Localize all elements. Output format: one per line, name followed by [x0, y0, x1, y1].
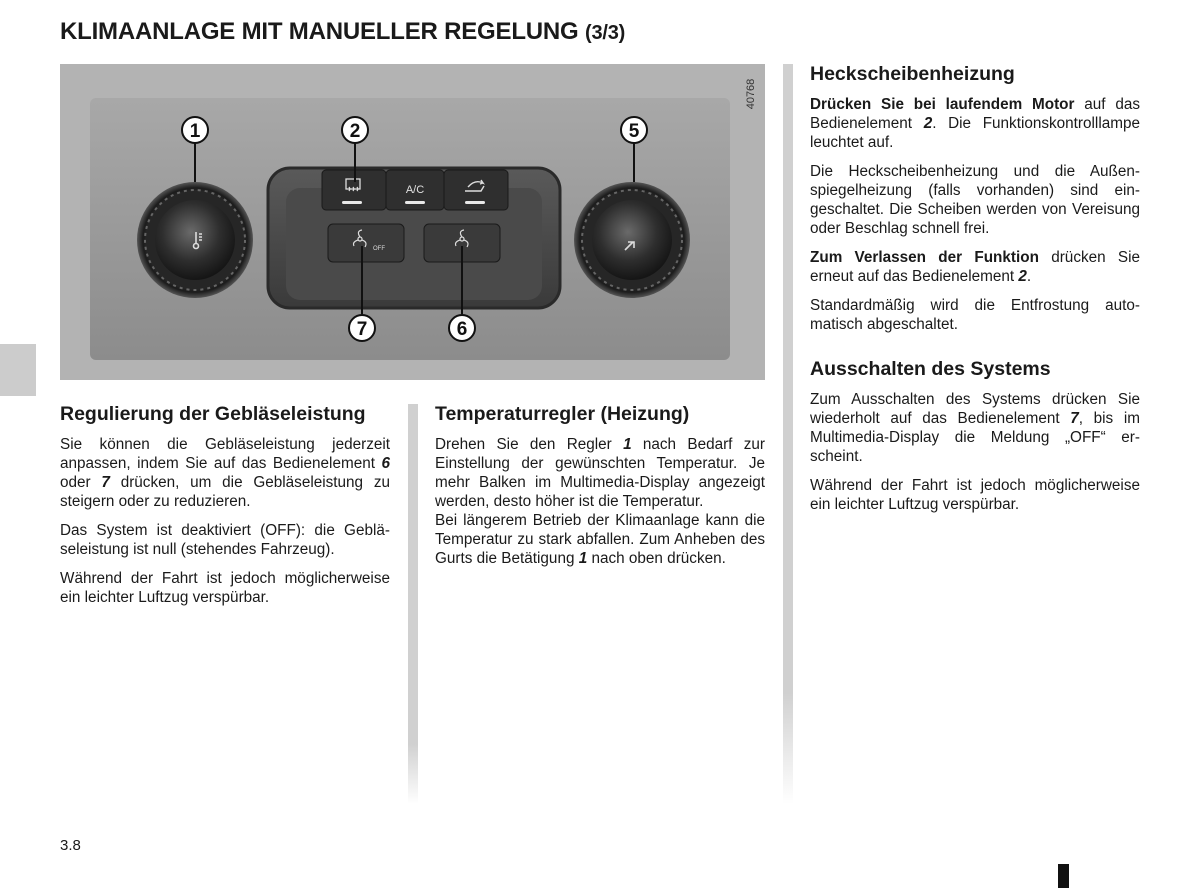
temperature-paragraph-1: Drehen Sie den Regler 1 nach Bedarf zur Einstellung der gewünschten Temperatur. Je mehr Balken im Multimedia-Display angezeigt werden, desto höher ist die Temperatur. — [435, 436, 765, 510]
page-number: 3.8 — [60, 837, 81, 854]
fan-speed-paragraph-3: Während der Fahrt ist jedoch möglicherweise ein leichter Luftzug verspürbar. — [60, 570, 390, 606]
figure-reference-number: 40768 — [745, 78, 757, 110]
recirculation-indicator — [465, 201, 485, 204]
callout-7: 7 — [356, 319, 368, 340]
page-title-main: KLIMAANLAGE MIT MANUELLER REGELUNG — [60, 18, 579, 45]
temperature-knob — [137, 182, 253, 298]
page-title-sub: (3/3) — [584, 22, 626, 44]
ac-button-label: A/C — [405, 184, 425, 196]
climate-control-illustration — [60, 64, 765, 380]
heading-fan-speed: Regulierung der Gebläseleistung — [60, 403, 366, 425]
fan-off-label: OFF — [373, 246, 385, 252]
callout-1: 1 — [189, 121, 201, 142]
rear-defrost-paragraph-2: Die Heckscheibenheizung und die Außenspiegelheizung (falls vorhanden) sind eingeschaltet. Die Scheiben werden von Vereisung oder Beschlag schnell frei. — [810, 163, 1140, 237]
column-fan-speed — [60, 403, 390, 617]
column-divider-right — [783, 64, 793, 804]
defrost-indicator — [342, 201, 362, 204]
page-title — [60, 18, 625, 46]
control-panel-drawing — [60, 64, 765, 380]
heading-rear-defrost: Heckscheibenheizung — [810, 63, 1015, 85]
rear-defrost-paragraph-1: Drücken Sie bei laufendem Motor auf das Bedienelement 2. Die Funktionskontrolllampe leuchtet auf. — [810, 96, 1141, 151]
air-distribution-knob — [574, 182, 690, 298]
temperature-paragraph-2: Bei längerem Betrieb der Klimaanlage kann die Temperatur zu stark abfallen. Zum Anheben des Gurts die Betätigung 1 nach oben drücken. — [435, 512, 765, 567]
rear-defrost-paragraph-3: Zum Verlassen der Funktion drücken Sie erneut auf das Bedienelement 2. — [810, 249, 1141, 285]
callout-6: 6 — [456, 319, 468, 340]
fan-speed-paragraph-1: Sie können die Gebläseleistung jederzeit anpassen, indem Sie auf das Bedienelement 6 oder 7 drücken, um die Gebläseleistung zu steigern oder zu reduzieren. — [60, 436, 390, 510]
callout-5: 5 — [628, 121, 640, 142]
ac-indicator — [405, 201, 425, 204]
corner-marker — [1058, 864, 1069, 888]
callout-2: 2 — [349, 121, 361, 142]
fan-speed-paragraph-2: Das System ist deaktiviert (OFF): die Gebläseleistung ist null (stehendes Fahrzeug). — [60, 522, 390, 558]
column-rear-defrost — [810, 63, 1140, 524]
section-tab — [0, 344, 36, 396]
rear-defrost-paragraph-4: Standardmäßig wird die Entfrostung automatisch abgeschaltet. — [810, 297, 1140, 333]
switch-off-paragraph-1: Zum Ausschalten des Systems drücken Sie wiederholt auf das Bedienelement 7, bis im Multimedia-Display die Meldung „OFF“ erscheint. — [810, 391, 1140, 465]
heading-switch-off: Ausschalten des Systems — [810, 358, 1051, 380]
switch-off-paragraph-2: Während der Fahrt ist jedoch möglicherweise ein leichter Luftzug verspürbar. — [810, 477, 1140, 513]
column-divider-middle — [408, 404, 418, 804]
column-temperature — [435, 403, 765, 578]
heading-temperature: Temperaturregler (Heizung) — [435, 403, 690, 425]
